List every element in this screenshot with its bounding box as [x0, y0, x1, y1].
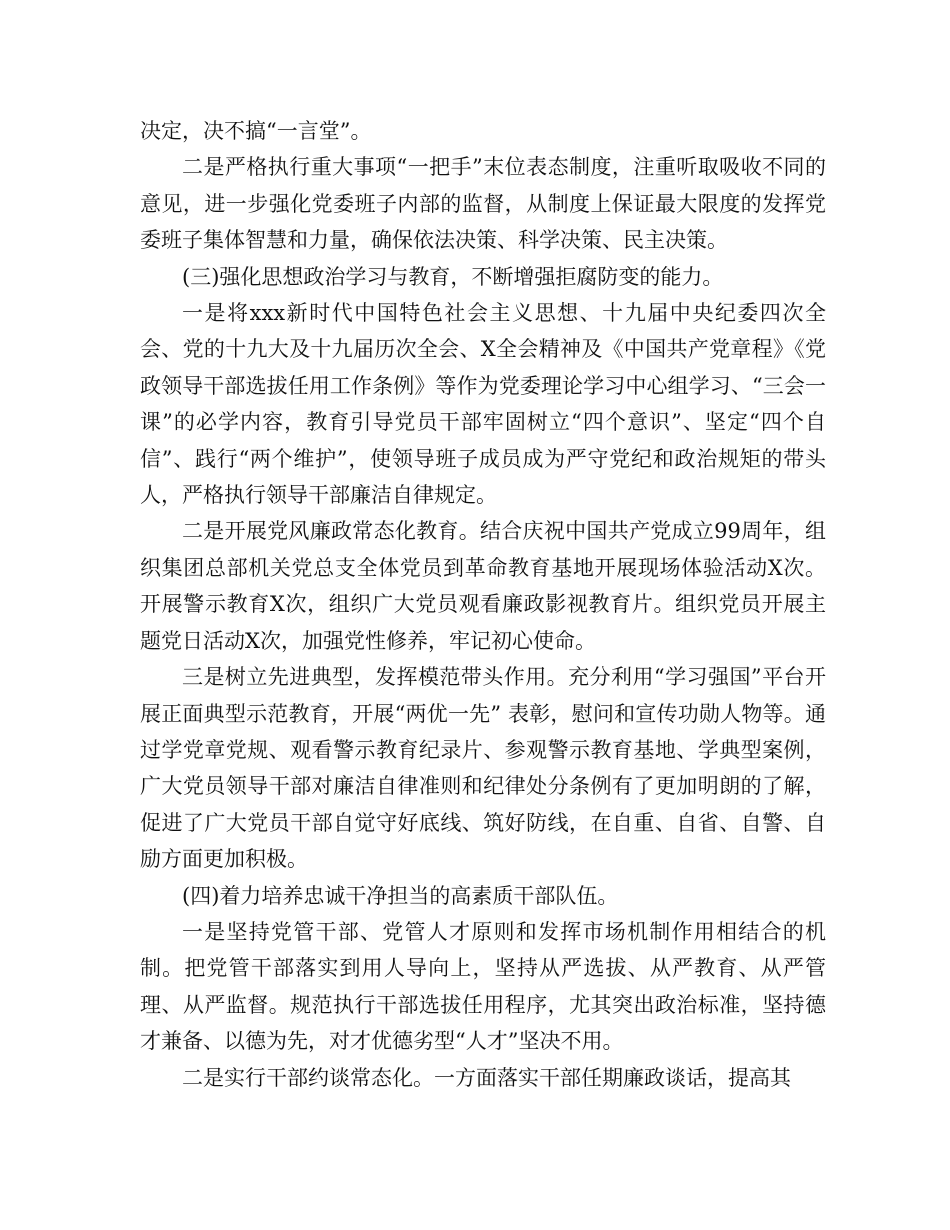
paragraph-decision-system: 二是严格执行重大事项“一把手”末位表态制度，注重听取吸收不同的意见，进一步强化党委班子内部的监督，从制度上保证最大限度的发挥党委班子集体智慧和力量，确保依法决策、科学决策、民主决策。	[140, 155, 826, 253]
paragraph-cadre-management: 一是坚持党管干部、党管人才原则和发挥市场机制作用相结合的机制。把党管干部落实到用人导向上，坚持从严选拔、从严教育、从严管理、从严监督。规范执行干部选拔任用程序，尤其突出政治标准，坚持德才兼备、以德为先，对才优德劣型“人才”坚决不用。	[140, 919, 826, 1054]
paragraph-theory-study: 一是将xxx新时代中国特色社会主义思想、十九届中央纪委四次全会、党的十九大及十九届历次全会、X全会精神及《中国共产党章程》《党政领导干部选拔任用工作条例》等作为党委理论学习中心组学习、“三会一课”的必学内容，教育引导党员干部牢固树立“四个意识”、坚定“四个自信”、践行“两个维护”，使领导班子成员成为严守党纪和政治规矩的带头人，严格执行领导干部廉洁自律规定。	[140, 301, 826, 508]
document-page	[140, 113, 826, 1096]
paragraph-role-models: 三是树立先进典型，发挥模范带头作用。充分利用“学习强国”平台开展正面典型示范教育，开展“两优一先” 表彰，慰问和宣传功勋人物等。通过学党章党规、观看警示教育纪录片、参观警示教育基地、学典型案例，广大党员领导干部对廉洁自律准则和纪律处分条例有了更加明朗的了解，促进了广大党员干部自觉守好底线、筑好防线，在自重、自省、自警、自励方面更加积极。	[140, 665, 826, 872]
section-heading-3: (三)强化思想政治学习与教育，不断增强拒腐防变的能力。	[182, 264, 724, 289]
paragraph-integrity-education: 二是开展党风廉政常态化教育。结合庆祝中国共产党成立99周年，组织集团总部机关党总支全体党员到革命教育基地开展现场体验活动X次。开展警示教育X次，组织广大党员观看廉政影视教育片。组织党员开展主题党日活动X次，加强党性修养，牢记初心使命。	[140, 519, 826, 653]
section-heading-4: (四)着力培养忠诚干净担当的高素质干部队伍。	[182, 883, 619, 908]
paragraph-cadre-interviews: 二是实行干部约谈常态化。一方面落实干部任期廉政谈话，提高其	[182, 1065, 791, 1090]
paragraph-continuation: 决定，决不搞“一言堂”。	[140, 119, 372, 143]
